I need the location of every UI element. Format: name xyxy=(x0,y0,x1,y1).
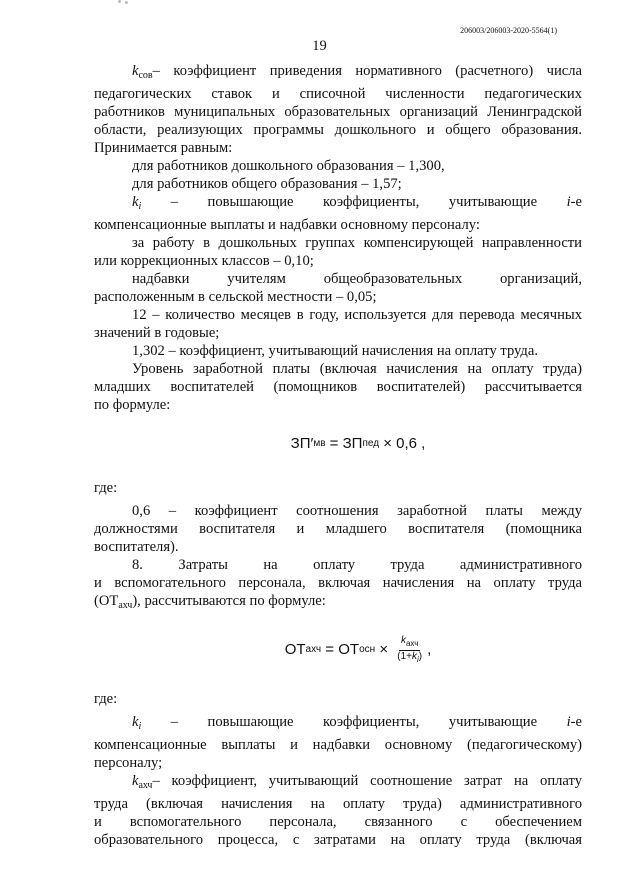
document-id: 206003/206003-2020-5564(1) xyxy=(460,26,557,35)
text-segment: -е xyxy=(570,714,582,730)
text-segment: – повышающие коэффициенты, учитывающие xyxy=(170,714,538,730)
formula-subscript: i xyxy=(417,654,419,664)
text-line: надбавки учителям общеобразовательных организаций, xyxy=(132,271,582,287)
symbol-k: k xyxy=(132,714,139,730)
formula-tail: , xyxy=(427,641,432,658)
text-line: 8. Затраты на оплату труда административного xyxy=(132,557,582,573)
scan-artifact xyxy=(118,0,130,6)
text-line: – коэффициент приведения нормативного (расчетного) числа xyxy=(152,63,582,79)
symbol-k: k xyxy=(132,773,139,789)
text-line: и вспомогательного персонала, связанного с обеспечением xyxy=(94,814,582,830)
formula-subscript: ахч xyxy=(405,638,419,648)
text-line: 0,6 – коэффициент соотношения заработной платы между xyxy=(132,503,582,519)
where-label: где: xyxy=(94,691,118,707)
text-line: труда (включая начисления на оплату труда) административного xyxy=(94,796,582,812)
text-segment: – повышающие коэффициенты, учитывающие xyxy=(170,194,538,210)
text-line: младших воспитателей (помощников воспитателей) рассчитывается xyxy=(94,379,582,395)
formula-term: (1+ xyxy=(397,650,412,662)
text-line: персоналу; xyxy=(94,755,163,771)
document-body xyxy=(94,62,582,849)
text-line: по формуле: xyxy=(94,397,171,413)
symbol-subscript: сов xyxy=(138,70,153,81)
where-label: где: xyxy=(94,480,118,496)
formula-operator: × xyxy=(375,641,393,658)
symbol-i: i xyxy=(566,194,571,210)
symbol-k: k xyxy=(132,194,139,210)
text-line: – коэффициент, учитывающий соотношение затрат на оплату xyxy=(152,773,582,789)
paragraph-kaxch-line1 xyxy=(94,772,582,795)
formula-subscript: мв xyxy=(313,438,326,449)
text-line: компенсационные выплаты и надбавки основному персоналу: xyxy=(94,217,480,233)
text-line: работников муниципальных образовательных организаций Ленинградской xyxy=(94,104,582,120)
text-line: Уровень заработной платы (включая начисления на оплату труда) xyxy=(132,361,582,377)
paragraph-ot-line3 xyxy=(94,592,582,615)
formula-fraction xyxy=(395,635,424,666)
symbol-k: k xyxy=(412,650,417,662)
text-line: 12 – количество месяцев в году, используется для перевода месячных xyxy=(132,307,582,323)
symbol-k: k xyxy=(132,63,139,79)
text-segment: ), рассчитываются по формуле: xyxy=(132,593,326,609)
text-line: 1,302 – коэффициент, учитывающий начисления на оплату труда. xyxy=(132,343,538,359)
text-line: образовательного процесса, с затратами на оплату труда (включая xyxy=(94,832,582,848)
text-line: должностями воспитателя и младшего воспитателя (помощника xyxy=(94,521,582,537)
formula-ot-axch xyxy=(134,615,582,685)
text-line: и вспомогательного персонала, включая начисления на оплату труда xyxy=(94,575,582,591)
text-line: педагогических ставок и списочной численности педагогических xyxy=(94,86,582,102)
text-line: за работу в дошкольных группах компенсирующей направленности xyxy=(132,235,582,251)
paragraph-ki2-line1 xyxy=(94,713,582,736)
symbol-subscript: ахч xyxy=(118,600,133,611)
formula-term: ЗП xyxy=(342,435,363,452)
page-number: 19 xyxy=(312,38,327,54)
text-line: значений в годовые; xyxy=(94,325,220,341)
text-segment: (ОТ xyxy=(94,593,119,609)
formula-zp-mv xyxy=(134,414,582,474)
formula-term: ) xyxy=(418,650,423,662)
formula-operator: = xyxy=(321,641,339,658)
formula-subscript: пед xyxy=(362,438,380,449)
formula-term: ОТ xyxy=(284,641,306,658)
formula-term: ЗП′ xyxy=(290,435,314,452)
paragraph-ki-line1 xyxy=(94,193,582,216)
formula-subscript: ахч xyxy=(305,644,322,655)
text-line: или коррекционных классов – 0,10; xyxy=(94,253,314,269)
symbol-k: k xyxy=(400,634,406,646)
paragraph-kcov-line1 xyxy=(94,62,582,85)
text-line: воспитателя). xyxy=(94,539,179,555)
text-line: для работников дошкольного образования – 1,300, xyxy=(132,158,445,174)
symbol-subscript: ахч xyxy=(138,780,153,791)
text-line: для работников общего образования – 1,57; xyxy=(132,176,402,192)
text-line: компенсационные выплаты и надбавки основному (педагогическому) xyxy=(94,737,582,753)
symbol-subscript: i xyxy=(138,201,142,212)
symbol-i: i xyxy=(566,714,571,730)
formula-operator: = xyxy=(325,435,343,452)
formula-subscript: осн xyxy=(359,644,376,655)
fraction-denominator xyxy=(395,651,424,666)
fraction-numerator xyxy=(399,635,420,651)
text-segment: -е xyxy=(570,194,582,210)
text-line: расположенным в сельской местности – 0,05; xyxy=(94,289,377,305)
symbol-subscript: i xyxy=(138,721,142,732)
text-line: области, реализующих программы дошкольного и общего образования. xyxy=(94,122,582,138)
formula-tail: × 0,6 , xyxy=(379,435,426,452)
text-line: Принимается равным: xyxy=(94,140,233,156)
formula-term: ОТ xyxy=(338,641,360,658)
